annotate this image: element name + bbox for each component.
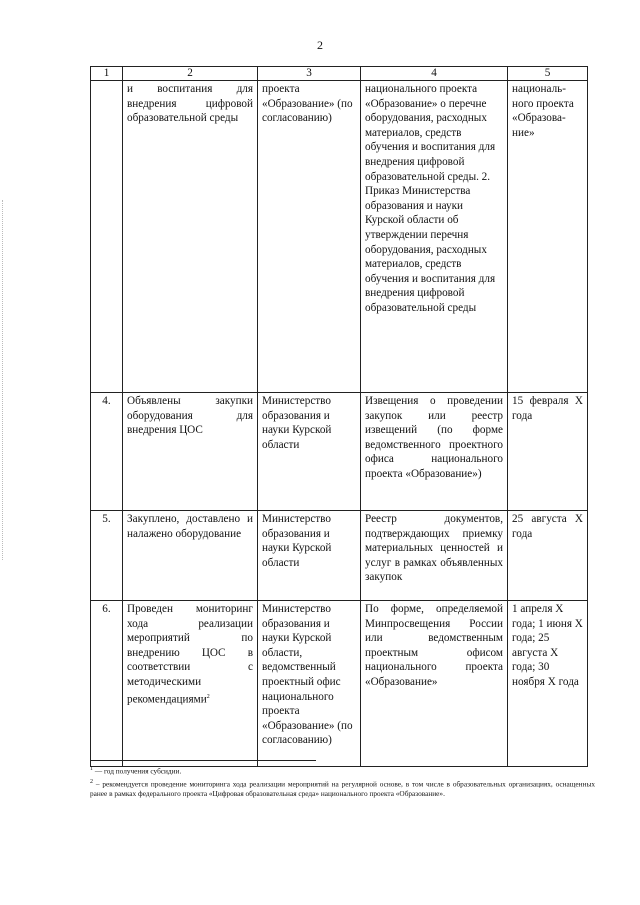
table-row — [91, 393, 588, 511]
footnote-text: — год получения субсидии. — [94, 766, 182, 776]
table-header-row — [91, 67, 588, 81]
footnote — [90, 765, 595, 776]
deadline-cell: 25 августа Х года — [508, 511, 588, 601]
table-row — [91, 81, 588, 393]
event-cell — [123, 601, 258, 767]
footnotes — [90, 760, 595, 800]
measures-table — [90, 66, 588, 767]
responsible-cell: Министерство образования и науки Курской области — [258, 511, 361, 601]
footnote-divider — [90, 760, 316, 761]
deadline-cell: 15 февраля Х года — [508, 393, 588, 511]
event-cell: и воспитания для внедрения цифровой образовательной среды — [123, 81, 258, 393]
event-text: Проведен мониторинг хода реализации мероприятий по внедрению ЦОС в соответствии с методическими рекомендациями — [127, 603, 253, 706]
responsible-cell: Министерство образования и науки Курской области, ведомственный проектный офис национального проекта «Образование» (по согласованию) — [258, 601, 361, 767]
responsible-cell: Министерство образования и науки Курской области — [258, 393, 361, 511]
footnote — [90, 778, 595, 798]
footnote-text: – рекомендуется проведение мониторинга хода реализации мероприятий на регулярной основе, в том числе в образовательных организациях, оснащенных ранее в рамках федерального проекта «Цифровая образовательная среда» национального проекта «Образование». — [90, 779, 595, 798]
row-number: 6. — [91, 601, 123, 767]
document-cell: По форме, определяемой Минпросвещения России или ведомственным проектным офисом национального проекта «Образование» — [361, 601, 508, 767]
row-number: 4. — [91, 393, 123, 511]
page-number: 2 — [317, 38, 323, 52]
table-row — [91, 601, 588, 767]
header-col-5: 5 — [508, 67, 588, 81]
table-row — [91, 511, 588, 601]
deadline-cell: 1 апреля Х года; 1 июня Х года; 25 августа Х года; 30 ноября Х года — [508, 601, 588, 767]
footnote-mark: 2 — [90, 778, 93, 785]
document-cell: национального проекта «Образование» о перечне оборудования, расходных материалов, средств обучения и воспитания для внедрения цифровой образовательной среды. 2. Приказ Министерства образования и науки Курской области об утверждении перечня оборудования, расходных материалов, средств обучения и воспитания для внедрения цифровой образовательной среды — [361, 81, 508, 393]
row-number — [91, 81, 123, 393]
header-col-2: 2 — [123, 67, 258, 81]
scan-edge-marks — [2, 200, 6, 560]
document-cell: Реестр документов, подтверждающих приемку материальных ценностей и услуг в рамках объявленных закупок — [361, 511, 508, 601]
deadline-cell: националь-ного проекта «Образова-ние» — [508, 81, 588, 393]
document-cell: Извещения о проведении закупок или реестр извещений (по форме ведомственного проектного офиса национального проекта «Образование») — [361, 393, 508, 511]
event-cell: Объявлены закупки оборудования для внедрения ЦОС — [123, 393, 258, 511]
row-number: 5. — [91, 511, 123, 601]
event-cell: Закуплено, доставлено и налажено оборудование — [123, 511, 258, 601]
header-col-4: 4 — [361, 67, 508, 81]
header-col-3: 3 — [258, 67, 361, 81]
responsible-cell: проекта «Образование» (по согласованию) — [258, 81, 361, 393]
header-col-1: 1 — [91, 67, 123, 81]
footnote-mark: 2 — [206, 693, 210, 700]
footnote-mark: 1 — [90, 766, 93, 772]
